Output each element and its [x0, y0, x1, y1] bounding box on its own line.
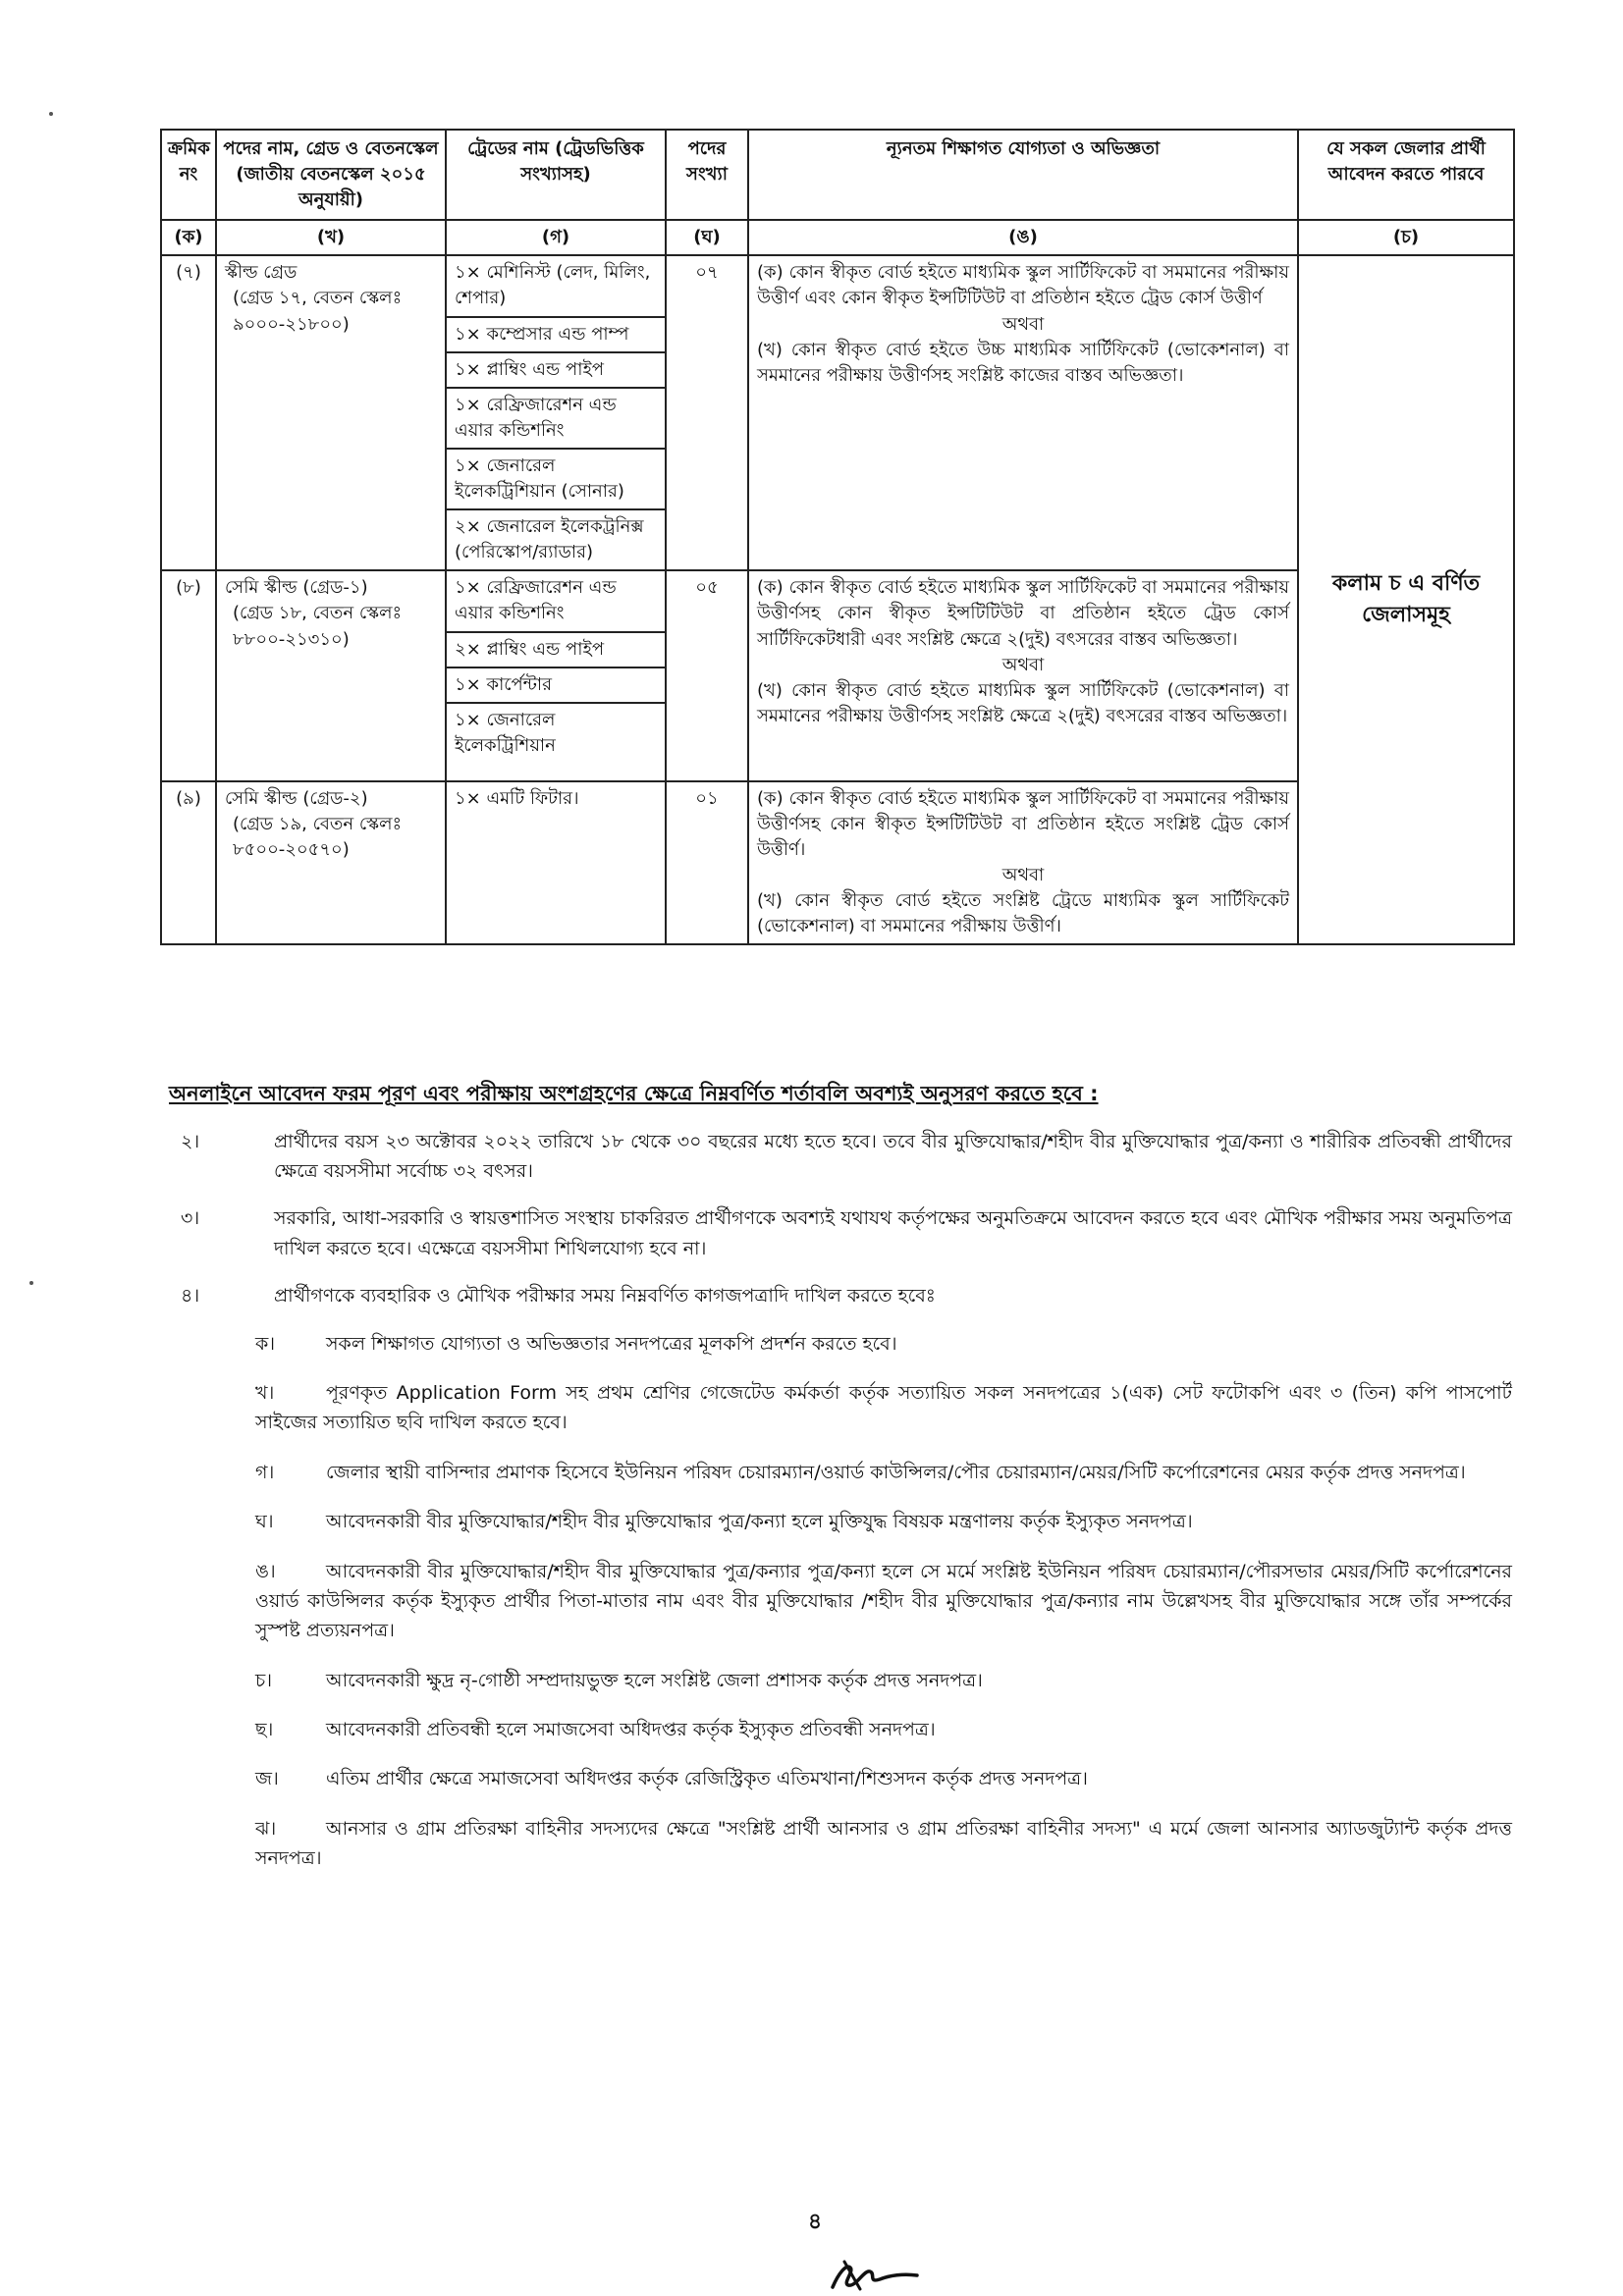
document-requirement: [255, 1378, 1512, 1438]
header-district: যে সকল জেলার প্রার্থী আবেদন করতে পারবে: [1298, 130, 1514, 220]
conditions-section: [165, 1078, 1512, 1894]
requirement-number: ক।: [255, 1332, 276, 1355]
column-letter: (গ): [446, 220, 666, 255]
post-grade: (গ্রেড ১৯, বেতন স্কেলঃ ৮৫০০-২০৫৭০): [233, 813, 403, 860]
document-requirement: [255, 1715, 1512, 1744]
table-row: [161, 255, 1514, 316]
trade-cell: ১× কার্পেন্টার: [446, 667, 666, 703]
condition-number: ৩।: [181, 1207, 200, 1230]
serial-cell: (৭): [161, 255, 216, 570]
post-cell: [216, 570, 446, 780]
condition-item: [165, 1203, 1512, 1263]
requirement-number: খ।: [255, 1381, 275, 1404]
qualification-a: (ক) কোন স্বীকৃত বোর্ড হইতে মাধ্যমিক স্কুল সার্টিফিকেট বা সমমানের পরীক্ষায় উত্তীর্ণসহ কোন স্বীকৃত ইন্সটিটিউট বা প্রতিষ্ঠান হইতে সংশ্লিষ্ট ট্রেড কোর্স উত্তীর্ণ।: [757, 787, 1289, 860]
header-count: পদের সংখ্যা: [666, 130, 748, 220]
requirement-number: চ।: [255, 1669, 273, 1691]
column-letter: (ঘ): [666, 220, 748, 255]
qualification-b: (খ) কোন স্বীকৃত বোর্ড হইতে সংশ্লিষ্ট ট্রেডে মাধ্যমিক স্কুল সার্টিফিকেট (ভোকেশনাল) বা সমমানের পরীক্ষায় উত্তীর্ণ।: [757, 890, 1289, 937]
trade-cell: ১× এমটি ফিটার।: [446, 781, 666, 945]
document-requirement: [255, 1557, 1512, 1646]
requirement-text: আবেদনকারী প্রতিবন্ধী হলে সমাজসেবা অধিদপ্তর কর্তৃক ইস্যুকৃত প্রতিবন্ধী সনদপত্র।: [326, 1719, 936, 1741]
qualification-b: (খ) কোন স্বীকৃত বোর্ড হইতে মাধ্যমিক স্কুল সার্টিফিকেট (ভোকেশনাল) বা সমমানের পরীক্ষায় উত্তীর্ণসহ সংশ্লিষ্ট ক্ষেত্রে ২(দুই) বৎসরের বাস্তব অভিজ্ঞতা।: [757, 679, 1289, 726]
post-name: সেমি স্কীল্ড (গ্রেড-২): [225, 787, 368, 809]
header-post: পদের নাম, গ্রেড ও বেতনস্কেল (জাতীয় বেতনস্কেল ২০১৫ অনুযায়ী): [216, 130, 446, 220]
requirement-number: ছ।: [255, 1719, 274, 1741]
trade-cell: ২× জেনারেল ইলেকট্রনিক্স (পেরিস্কোপ/র‌্যাডার): [446, 509, 666, 570]
trade-cell: ২× প্লাম্বিং এন্ড পাইপ: [446, 632, 666, 667]
condition-item: [165, 1127, 1512, 1187]
condition-number: ২।: [181, 1130, 200, 1152]
requirement-text: জেলার স্থায়ী বাসিন্দার প্রমাণক হিসেবে ইউনিয়ন পরিষদ চেয়ারম্যান/ওয়ার্ড কাউন্সিলর/পৌর চেয়ারম্যান/মেয়র/সিটি কর্পোরেশনের মেয়র কর্তৃক প্রদত্ত সনদপত্র।: [326, 1461, 1466, 1483]
requirement-number: ঘ।: [255, 1511, 274, 1533]
post-name: স্কীল্ড গ্রেড: [225, 262, 298, 284]
condition-item: [165, 1281, 1512, 1310]
header-qualification: ন্যূনতম শিক্ষাগত যোগ্যতা ও অভিজ্ঞতা: [748, 130, 1298, 220]
post-grade: (গ্রেড ১৮, বেতন স্কেলঃ ৮৮০০-২১৩১০): [233, 603, 403, 650]
trade-cell: ১× রেফ্রিজারেশন এন্ড এয়ার কন্ডিশনিং: [446, 570, 666, 631]
trade-cell: ১× জেনারেল ইলেকট্রিশিয়ান: [446, 703, 666, 781]
signature-mark: [825, 2250, 923, 2294]
table-header-row: [161, 130, 1514, 220]
count-cell: ০৭: [666, 255, 748, 570]
document-requirement: [255, 1507, 1512, 1536]
post-name: সেমি স্কীল্ড (গ্রেড-১): [225, 577, 368, 599]
district-cell: কলাম চ এ বর্ণিত জেলাসমূহ: [1298, 255, 1514, 944]
qualification-or: অথবা: [1001, 313, 1045, 335]
qualification-or: অথবা: [1001, 864, 1045, 885]
qualification-cell: [748, 255, 1298, 570]
condition-number: ৪।: [181, 1285, 200, 1308]
requirement-number: গ।: [255, 1461, 275, 1483]
serial-cell: (৮): [161, 570, 216, 780]
scan-speck: [49, 112, 53, 116]
conditions-heading: অনলাইনে আবেদন ফরম পূরণ এবং পরীক্ষায় অংশগ্রহণের ক্ষেত্রে নিম্নবর্ণিত শর্তাবলি অবশ্যই অনুসরণ করতে হবে :: [169, 1082, 1099, 1105]
document-requirement: [255, 1764, 1512, 1793]
requirement-text: এতিম প্রার্থীর ক্ষেত্রে সমাজসেবা অধিদপ্তর কর্তৃক রেজিস্ট্রিকৃত এতিমখানা/শিশুসদন কর্তৃক প্রদত্ত সনদপত্র।: [326, 1768, 1088, 1790]
qualification-cell: [748, 781, 1298, 945]
requirement-number: ঝ।: [255, 1817, 277, 1840]
requirement-number: ঙ।: [255, 1560, 276, 1582]
column-letter: (খ): [216, 220, 446, 255]
qualification-cell: [748, 570, 1298, 780]
requirement-number: জ।: [255, 1768, 279, 1790]
requirement-text: আবেদনকারী বীর মুক্তিযোদ্ধার/শহীদ বীর মুক্তিযোদ্ধার পুত্র/কন্যার পুত্র/কন্যা হলে সে মর্মে সংশ্লিষ্ট ইউনিয়ন পরিষদ চেয়ারম্যান/পৌরসভার মেয়র/সিটি কর্পোরেশনের ওয়ার্ড কাউন্সিলর কর্তৃক ইস্যুকৃত প্রার্থীর পিতা-মাতার নাম এবং বীর মুক্তিযোদ্ধার /শহীদ বীর মুক্তিযোদ্ধার পুত্র/কন্যার নাম উল্লেখসহ বীর মুক্তিযোদ্ধার সঙ্গে তাঁর সম্পর্কের সুস্পষ্ট প্রত্যয়নপত্র।: [255, 1560, 1512, 1642]
qualification-a: (ক) কোন স্বীকৃত বোর্ড হইতে মাধ্যমিক স্কুল সার্টিফিকেট বা সমমানের পরীক্ষায় উত্তীর্ণসহ কোন স্বীকৃত ইন্সটিটিউট বা প্রতিষ্ঠান হইতে ট্রেড কোর্স সার্টিফিকেটধারী এবং সংশ্লিষ্ট ক্ষেত্রে ২(দুই) বৎসরের বাস্তব অভিজ্ঞতা।: [757, 577, 1289, 650]
trade-cell: ১× কম্প্রেসার এন্ড পাম্প: [446, 317, 666, 352]
trade-cell: ১× জেনারেল ইলেকট্রিশিয়ান (সোনার): [446, 449, 666, 509]
condition-text: প্রার্থীদের বয়স ২৩ অক্টোবর ২০২২ তারিখে ১৮ থেকে ৩০ বছরের মধ্যে হতে হবে। তবে বীর মুক্তিযোদ্ধার/শহীদ বীর মুক্তিযোদ্ধার পুত্র/কন্যা ও শারীরিক প্রতিবন্ধী প্রার্থীদের ক্ষেত্রে বয়সসীমা সর্বোচ্চ ৩২ বৎসর।: [274, 1130, 1512, 1182]
qualification-a: (ক) কোন স্বীকৃত বোর্ড হইতে মাধ্যমিক স্কুল সার্টিফিকেট বা সমমানের পরীক্ষায় উত্তীর্ণ এবং কোন স্বীকৃত ইন্সটিটিউট বা প্রতিষ্ঠান হইতে ট্রেড কোর্স উত্তীর্ণ: [757, 262, 1289, 309]
trade-cell: ১× মেশিনিস্ট (লেদ, মিলিং, শেপার): [446, 255, 666, 316]
requirement-text: পূরণকৃত Application Form সহ প্রথম শ্রেণির গেজেটেড কর্মকর্তা কর্তৃক সত্যায়িত সকল সনদপত্রের ১(এক) সেট ফটোকপি এবং ৩ (তিন) কপি পাসপোর্ট সাইজের সত্যায়িত ছবি দাখিল করতে হবে।: [255, 1381, 1512, 1434]
document-requirement: [255, 1458, 1512, 1487]
count-cell: ০১: [666, 781, 748, 945]
requirement-text: আবেদনকারী বীর মুক্তিযোদ্ধার/শহীদ বীর মুক্তিযোদ্ধার পুত্র/কন্যা হলে মুক্তিযুদ্ধ বিষয়ক মন্ত্রণালয় কর্তৃক ইস্যুকৃত সনদপত্র।: [326, 1511, 1193, 1533]
column-letter-row: [161, 220, 1514, 255]
requirement-text: আবেদনকারী ক্ষুদ্র নৃ-গোষ্ঠী সম্প্রদায়ভুক্ত হলে সংশ্লিষ্ট জেলা প্রশাসক কর্তৃক প্রদত্ত সনদপত্র।: [326, 1669, 983, 1691]
condition-text: সরকারি, আধা-সরকারি ও স্বায়ত্তশাসিত সংস্থায় চাকরিরত প্রার্থীগণকে অবশ্যই যথাযথ কর্তৃপক্ষের অনুমতিক্রমে আবেদন করতে হবে এবং মৌখিক পরীক্ষার সময় অনুমতিপত্র দাখিল করতে হবে। এক্ষেত্রে বয়সসীমা শিথিলযোগ্য হবে না।: [274, 1207, 1512, 1259]
post-cell: [216, 781, 446, 945]
condition-text: প্রার্থীগণকে ব্যবহারিক ও মৌখিক পরীক্ষার সময় নিম্নবর্ণিত কাগজপত্রাদি দাখিল করতে হবেঃ: [274, 1285, 936, 1308]
scan-speck: [29, 1281, 33, 1285]
serial-cell: (৯): [161, 781, 216, 945]
post-cell: [216, 255, 446, 570]
page-number: ৪: [807, 2209, 823, 2234]
header-trade: ট্রেডের নাম (ট্রেডভিত্তিক সংখ্যাসহ): [446, 130, 666, 220]
trade-cell: ১× প্লাম্বিং এন্ড পাইপ: [446, 352, 666, 388]
column-letter: (ঙ): [748, 220, 1298, 255]
header-serial: ক্রমিক নং: [161, 130, 216, 220]
document-requirement: [255, 1814, 1512, 1874]
recruitment-table: [160, 129, 1515, 945]
trade-cell: ১× রেফ্রিজারেশন এন্ড এয়ার কন্ডিশনিং: [446, 388, 666, 449]
document-requirement: [255, 1329, 1512, 1359]
qualification-or: অথবা: [1001, 654, 1045, 675]
count-cell: ০৫: [666, 570, 748, 780]
column-letter: (ক): [161, 220, 216, 255]
document-requirement: [255, 1666, 1512, 1695]
requirement-text: সকল শিক্ষাগত যোগ্যতা ও অভিজ্ঞতার সনদপত্রের মূলকপি প্রদর্শন করতে হবে।: [326, 1332, 897, 1355]
requirement-text: আনসার ও গ্রাম প্রতিরক্ষা বাহিনীর সদস্যদের ক্ষেত্রে "সংশ্লিষ্ট প্রার্থী আনসার ও গ্রাম প্রতিরক্ষা বাহিনীর সদস্য" এ মর্মে জেলা আনসার অ্যাডজুট্যান্ট কর্তৃক প্রদত্ত সনদপত্র।: [255, 1817, 1512, 1870]
post-grade: (গ্রেড ১৭, বেতন স্কেলঃ ৯০০০-২১৮০০): [233, 288, 403, 335]
qualification-b: (খ) কোন স্বীকৃত বোর্ড হইতে উচ্চ মাধ্যমিক সার্টিফিকেট (ভোকেশনাল) বা সমমানের পরীক্ষায় উত্তীর্ণসহ সংশ্লিষ্ট কাজের বাস্তব অভিজ্ঞতা।: [757, 339, 1289, 386]
column-letter: (চ): [1298, 220, 1514, 255]
